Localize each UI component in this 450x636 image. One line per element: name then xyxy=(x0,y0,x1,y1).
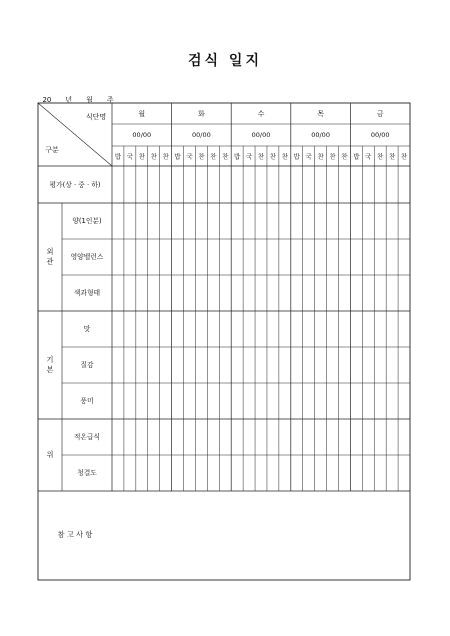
group-label: 외 xyxy=(46,247,54,256)
dish-label: 밥 xyxy=(174,152,181,161)
rating-label: 평가(상 · 중 · 하) xyxy=(49,181,101,189)
item-label: 색과형태 xyxy=(73,289,101,297)
notes-label: 참 고 사 항 xyxy=(57,530,93,539)
dish-label: 국 xyxy=(186,152,193,161)
dish-label: 밥 xyxy=(353,152,360,161)
item-label: 청결도 xyxy=(77,469,97,477)
dish-label: 찬 xyxy=(388,152,396,161)
group-label: 본 xyxy=(46,365,54,374)
item-label: 풍미 xyxy=(80,397,94,405)
group-label: 위 xyxy=(46,450,54,459)
item-label: 질감 xyxy=(80,361,94,369)
category-label: 구분 xyxy=(45,146,59,154)
dish-label: 찬 xyxy=(329,152,336,161)
day-label: 월 xyxy=(138,110,146,118)
item-label: 영양밸런스 xyxy=(70,253,104,261)
dish-label: 찬 xyxy=(210,152,217,161)
dish-label: 국 xyxy=(305,152,312,161)
group-label: 관 xyxy=(46,257,54,266)
item-label: 양(1인분) xyxy=(72,217,102,225)
week-year-unit: 년 xyxy=(65,96,73,104)
week-week-unit: 주 xyxy=(106,96,114,104)
dish-label: 밥 xyxy=(114,152,122,161)
dish-label: 찬 xyxy=(341,152,348,161)
table-border xyxy=(38,103,410,580)
date-label: 00/00 xyxy=(192,131,211,139)
date-label: 00/00 xyxy=(251,131,271,139)
dish-label: 찬 xyxy=(198,152,205,161)
date-label: 00/00 xyxy=(132,131,152,139)
dish-label: 찬 xyxy=(281,152,288,161)
dish-label: 찬 xyxy=(377,152,384,161)
dish-label: 찬 xyxy=(150,152,157,161)
date-label: 00/00 xyxy=(311,131,330,139)
dish-label: 국 xyxy=(245,152,253,161)
day-label: 금 xyxy=(376,110,384,118)
week-month-unit: 월 xyxy=(86,96,93,104)
dish-label: 밥 xyxy=(293,152,300,161)
group-label: 기 xyxy=(46,355,54,364)
dish-label: 찬 xyxy=(400,152,408,161)
dish-label: 찬 xyxy=(317,152,324,161)
dish-label: 찬 xyxy=(257,152,265,161)
item-label: 맛 xyxy=(83,325,91,333)
week-year: 20 xyxy=(42,96,52,104)
item-label: 적온급식 xyxy=(73,433,101,441)
day-label: 수 xyxy=(257,110,265,118)
date-label: 00/00 xyxy=(370,131,390,139)
dish-label: 국 xyxy=(365,152,372,161)
menu-name-label: 식단명 xyxy=(85,113,107,121)
dish-label: 찬 xyxy=(162,152,169,161)
page-title: 검식 일지 xyxy=(188,53,262,69)
dish-label: 찬 xyxy=(269,152,277,161)
dish-label: 찬 xyxy=(138,152,145,161)
day-label: 화 xyxy=(198,110,205,118)
day-label: 목 xyxy=(317,110,324,118)
dish-label: 국 xyxy=(126,152,134,161)
dish-label: 밥 xyxy=(234,152,241,161)
dish-label: 찬 xyxy=(222,152,229,161)
